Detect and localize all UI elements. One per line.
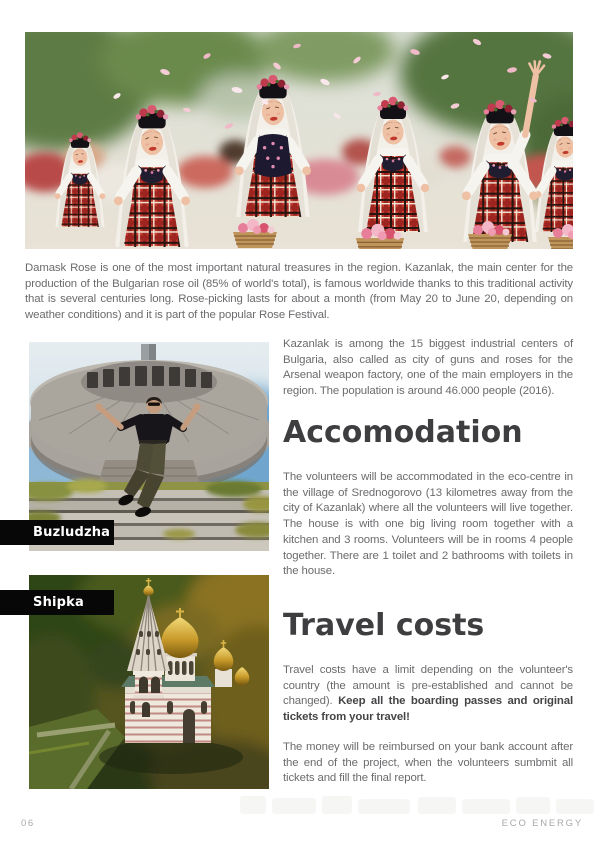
footer-brand: ECO ENERGY	[501, 818, 583, 829]
accommodation-heading: Accomodation	[283, 415, 523, 450]
shipka-label	[0, 590, 114, 615]
travel-costs-heading: Travel costs	[283, 608, 485, 643]
travel-costs-paragraph	[283, 663, 573, 726]
page-number: 06	[21, 818, 35, 829]
travel-costs-text: Travel costs have a limit depending on the volunteer's country (the amount is pre-established and cannot be changed).	[283, 664, 573, 708]
rose-festival-illustration	[25, 32, 573, 249]
kazanlak-paragraph: Kazanlak is among the 15 biggest industrial centers of Bulgaria, also called as city of guns and roses for the Arsenal weapon factory, one of the main employers in the region. The population is around 46.000 people (2016).	[283, 338, 573, 398]
buzludzha-label	[0, 520, 114, 545]
rose-festival-photo	[25, 32, 573, 249]
shipka-label-text: Shipka	[33, 595, 84, 610]
buzludzha-label-text: Buzludzha	[33, 525, 111, 540]
travel-costs-bold-note: Keep all the boarding passes and original tickets from your travel!	[283, 695, 573, 724]
reimbursement-paragraph: The money will be reimbursed on your bank account after the end of the project, when the volunteers sumbmit all tickets and fill the final report.	[283, 741, 573, 785]
intro-paragraph: Damask Rose is one of the most important natural treasures in the region. Kazanlak, the main center for the production of the Bulgarian rose oil (85% of world's total), is famous worldwide thanks to this traditional activity that is several centuries long. Rose-picking lasts for about a month (from May 20 to June 20, depending on weather conditions) and it is part of the popular Rose Festival.	[25, 262, 573, 322]
reverse-page-bleed-through	[238, 794, 596, 816]
accommodation-paragraph: The volunteers will be accommodated in the eco-centre in the village of Srednogorovo (13 kilometres away from the city of Kazanlak) where all the volunteers will live together. The house is with one big living room together with a kitchen and 3 rooms. Volunteers will be in rooms 4 people together. There are 1 toilet and 2 bathrooms with toilets in the house.	[283, 471, 573, 578]
